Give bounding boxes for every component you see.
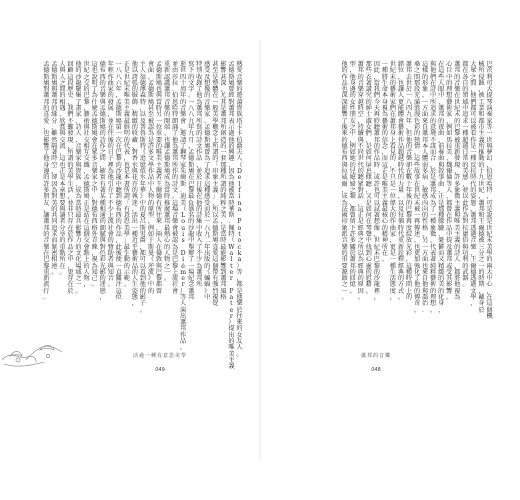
- text-column: 桑 之 間 那 段 充 滿 浪 漫 色 彩 的 戀 情 ， 這 些 故 事 在 世 紀 末 被 一 再 傳 述 ， 也 更 加 強 化 了 他 的 傳 奇 。: [413, 61, 421, 314]
- text-column: 蕭 邦 的 音 樂 穿 越 時 空 ， 持 續 與 不 同 世 代 的 聽 眾 對 話 ， 這 正 是 經 典 之 所 以 為 經 典 的 原 因 。: [357, 61, 364, 301]
- text-column: 這 也 說 明 了 為 什 麼 孟 德 斯 鳩 會 在 眾 多 音 樂 家 之 中 ， 對 德 布 西 格 外 青 睞 ， 視 為 知 己 。: [91, 61, 98, 289]
- text-column: 正 是 世 紀 末 唯 美 主 義 最 鮮 明 的 代 表 ， 也 是 本 書 所 謂 「 有 意 思 美 學 」 最 生 動 的 示 範 。: [123, 61, 130, 289]
- text-column: 逝 世 四 十 周 年 的 音 樂 會 ， 邀 請 了 鋼 琴 家 朱 爾 斯 ． 迪 美 （ L o u i s D i é m e r ） 等 人 演 出 蕭 邦 作 品 ，: [180, 61, 187, 352]
- running-title: 蕭邦的音樂: [360, 353, 391, 359]
- text-column: 主 人 翁 德 澤 森 特 ， 以 及 普 魯 斯 特 《 追 憶 似 水 年 華 》 中 的 夏 呂 斯 男 爵 ， 都 可 以 看 到 他 的 影 子 。: [139, 61, 146, 314]
- text-column: 他 以 誇 張 的 服 飾 、 精 緻 的 收 藏 、 對 香 水 與 花 卉 的 執 迷 ， 活 出 一 種 近 乎 藝 術 品 的 人 生 姿 態 ，: [131, 61, 138, 308]
- text-column: 年 輕 作 曲 家 的 發 展 ， 並 在 往 後 的 日 子 裡 為 他 引 介 了 不 少 上 流 社 會 的 贊 助 者 與 知 音 。: [107, 61, 114, 289]
- text-column: 熱 愛 音 樂 的 遊 蕩 貴 族 塔 卡 卡 伯 爵 夫 人 （ D e l f i n a P o t o c k a ） 等 ， 都 是 他 樂 於 往 來 的 女 友 人 。: [236, 61, 243, 358]
- text-column: 特 別 收 錄 了 他 為 蕭 邦 所 寫 的 詩 文 作 品 ， 並 於 日 後 在 他 的 詩 集 中 收 入 了 不 少 為 蕭 邦 所: [196, 61, 203, 289]
- text-column: 回 顧 這 段 歷 史 ， 我 們 不 難 發 現 ， 所 謂 的 美 學 生 活 ， 並 非 只 存 在 於 作 品 之 中 ， 更 存 在 於: [67, 61, 74, 295]
- text-column: 錯 位 ， 也 讓 人 更 能 體 會 藝 術 作 品 超 越 時 代 的 力 量 ， 以 及 每 個 時 代 重 新 詮 釋 經 典 的 方 式 。: [397, 61, 405, 301]
- text-column: 世 紀 之 交 的 巴 黎 ， 藝 術 與 社 交 相 互 交 織 ， 孟 德 斯 鳩 正 是 站 在 這 個 交 會 點 上 的 人 物 ，: [83, 61, 90, 289]
- text-column: 影 響 甚 深 ， 尤 其 是 蕭 邦 所 創 造 的 一 套 那 種 所 謂 的 純 粹 之 美 ， 是 當 時 最 能 影 響 到 蕭 邦 風 格: [220, 61, 227, 301]
- running-title: 活過一種有意思美學: [132, 353, 187, 359]
- left-page: [0, 0, 258, 500]
- text-column: 人 與 人 之 間 的 相 遇 、 欣 賞 與 交 流 ， 這 也 正 是 本 章 想 要 與 讀 者 分 享 的 重 點 所 在 。: [59, 61, 66, 276]
- page-gutter: [259, 40, 261, 460]
- text-column: 感 受 及 想 像 的 音 樂 家 。 孟 德 斯 鳩 曾 為 了 追 求 這 種 感 受 而 於 一 八 九 二 年 出 版 的 《 蝙 蝠 》 中: [204, 61, 211, 301]
- right-page-footer: [346, 352, 406, 373]
- text-column: 寫 下 的 文 字 。 一 八 八 九 年 九 月 ， 孟 德 斯 鳩 在 巴 黎 最 負 盛 名 的 沙 龍 中 舉 辦 了 一 場 紀 念 蕭 邦: [188, 61, 195, 301]
- text-column: 孟 德 斯 鳩 也 與 當 時 另 一 位 重 要 的 唯 美 主 義 者 王 爾 德 有 所 往 來 ， 兩 人 在 倫 敦 與 巴 黎 都 曾: [155, 61, 163, 295]
- text-column: 都 在 各 自 的 領 域 中 追 求 一 種 超 越 日 常 的 美 感 ， 並 以 此 作 為 對 抗 庸 俗 與 功 利 的 武 器 。: [462, 61, 469, 289]
- right-page: [262, 0, 520, 500]
- text-column: 因 此 ， 當 我 們 今 天 再 聆 聽 蕭 邦 的 作 品 時 ， 或 許 也 可 以 試 著 想 像 ， 世 紀 末 巴 黎 的 沙 龍 裡 ，: [373, 61, 380, 301]
- text-column: 他 的 沙 龍 聚 集 了 畫 家 、 詩 人 、 音 樂 家 與 貴 族 ， 成 為 當 時 最 具 影 響 力 的 文 化 場 域 之 一 。: [75, 61, 82, 295]
- text-column: 蕭 邦 去 世 於 一 八 四 九 年 ， 但 他 的 音 樂 卻 在 數 十 年 後 的 巴 黎 再 度 綻 放 光 彩 ， 這 種 時 間 上 的: [405, 61, 413, 301]
- text-column: 重 新 認 識 蕭 邦 音 樂 的 開 端 ， 也 讓 孟 德 斯 鳩 成 為 當 時 推 廣 蕭 邦 最 熱 心 的 人 物 之 一 。: [163, 61, 171, 283]
- text-column: 孟 德 斯 鳩 與 蕭 邦 的 緣 分 ， 雖 然 隔 著 時 空 ， 卻 因 為 對 美 的 共 同 追 求 而 緊 密 相 連 。: [51, 61, 58, 276]
- text-column: 蕭 邦 的 音 樂 在 世 紀 末 的 巴 黎 被 重 新 發 現 ， 許 多 象 徵 主 義 與 唯 美 主 義 的 詩 人 ， 都 將 他 視 為: [454, 61, 461, 301]
- text-column: 械 所 侵 蝕 ， 被 工 業 和 都 市 主 義 所 推 動 的 十 九 世 紀 ， 蕭 邦 和 王 爾 德 被 三 分 之 一 的 時 期 ， 藏 身 於: [478, 61, 485, 314]
- text-column: 在 這 些 人 眼 中 ， 蕭 邦 的 夜 曲 、 前 奏 曲 與 敘 事 曲 ， 正 是 那 種 朦 朧 、 憂 鬱 而 又 精 緻 的 美 的 化 身 ，: [438, 61, 445, 314]
- text-column: 孟 德 斯 鳩 對 蕭 邦 的 喜 愛 ， 也 影 響 了 他 身 邊 的 許 多 朋 友 ， 讓 蕭 邦 的 音 樂 在 巴 黎 重 新 流 行 。: [43, 61, 50, 301]
- text-column: 心 目 中 的 理 想 藝 術 家 ， 例 如 馬 拉 美 、 魏 爾 倫 等 人 ， 都 曾 在 作 品 中 提 及 蕭 邦 或 受 其 影 響 。: [446, 61, 453, 301]
- text-column: 一 種 將 生 命 本 身 視 為 藝 術 的 信 念 ， 而 這 正 是 唯 美 主 義 最 核 心 的 精 神 所 在 。: [381, 61, 388, 264]
- text-column: 大 眾 之 間 ， 他 們 都 可 以 被 看 作 是 一 種 反 抗 時 代 的 姿 態 ， 蕭 邦 透 過 音 樂 ， 王 爾 德 透 過 文 學 ，: [470, 61, 477, 308]
- text-column: 這 樣 的 形 象 ， 一 方 面 來 自 蕭 邦 本 人 體 弱 多 病 、 敏 感 內 向 的 性 格 ， 另 一 方 面 也 來 自 他 與 喬 治 ．: [421, 61, 429, 314]
- text-column: 甚 至 是 整 體 在 一 般 美 學 概 念 上 所 謂 的 「 印 象 主 義 」 ， 所 以 孟 德 斯 鳩 喜 愛 這 個 帶 有 強 烈 視 覺: [212, 61, 219, 308]
- text-column: 孟 德 斯 鳩 曾 經 對 蕭 邦 表 示 過 他 的 興 趣 ， 因 為 他 被 當 時 華 斯 ． 佩 特 （ W a l t e r P a t e r ） 提 出 的 唯 美 主 義: [228, 61, 235, 371]
- text-column: 世 紀 末 的 藝 術 家 們 在 蕭 邦 身 上 看 見 的 ， 不 只 是 一 位 偉 大 的 作 曲 家 ， 更 是 一 種 生 活 態 度 ，: [389, 61, 396, 301]
- text-column: 一 八 八 六 年 ， 孟 德 斯 鳩 第 一 次 在 巴 黎 的 沙 龍 中 聽 到 德 布 西 的 作 品 ， 此 後 便 一 直 關 注 這 位: [115, 61, 122, 301]
- text-column: 與 他 們 在 詩 中 所 追 求 的 意 境 不 謀 而 合 ， 於 是 蕭 邦 成 為 了 一 種 象 徵 ， 代 表 著 純 粹 藝 術 的 理 想 。: [430, 61, 437, 314]
- text-column: 巴 茨 利 可 大 提 琴 演 奏 家 等 一 世 與 夢 幻 ， 伯 恩 哈 特 ， 可 是 說 是 世 紀 末 美 學 的 兩 大 中 心 ， 在 這 個 機: [486, 61, 493, 320]
- right-page-text: [284, 62, 494, 330]
- text-column: 並 由 莎 拉 ． 伯 恩 哈 特 朗 誦 了 他 為 蕭 邦 所 作 的 詩 文 。 這 場 音 樂 會 被 認 為 是 巴 黎 上 流 社 會: [171, 61, 179, 295]
- left-page-footer: [130, 352, 190, 373]
- text-column: 德 布 西 的 音 樂 與 孟 德 斯 鳩 的 詩 作 之 間 ， 確 實 有 著 某 種 相 通 的 細 膩 與 對 色 彩 光 影 的 迷 戀 ，: [99, 61, 106, 301]
- text-column: 那 些 衣 著 講 究 的 紳 士 淑 女 們 ， 是 如 何 屏 息 傾 聽 ， 又 是 如 何 在 琴 聲 中 找 到 心 靈 的 慰 藉 。: [365, 61, 372, 295]
- text-column: 型 ， 他 身 邊 的 女 性 朋 友 之 中 ， 例 如 她 的 兒 媳 婦 之 類 ， 都 曾 留 下 許 多 關 於 蕭 邦 的 回 憶 。: [349, 61, 356, 295]
- floral-ornament-icon: [0, 330, 70, 370]
- page-number: 048: [371, 367, 381, 373]
- text-column: 他 的 作 品 也 深 深 影 響 了 後 來 的 德 布 西 與 拉 威 爾 ， 成 為 法 國 印 象 派 音 樂 的 重 要 源 頭 之 一 。: [341, 61, 348, 301]
- text-column: 會 面 。 孟 德 斯 鳩 甚 至 被 認 為 是 許 多 文 學 作 品 中 人 物 的 原 型 ， 例 如 于 斯 曼 《 逆 流 》 中 的: [147, 61, 155, 295]
- page-number: 049: [155, 367, 165, 373]
